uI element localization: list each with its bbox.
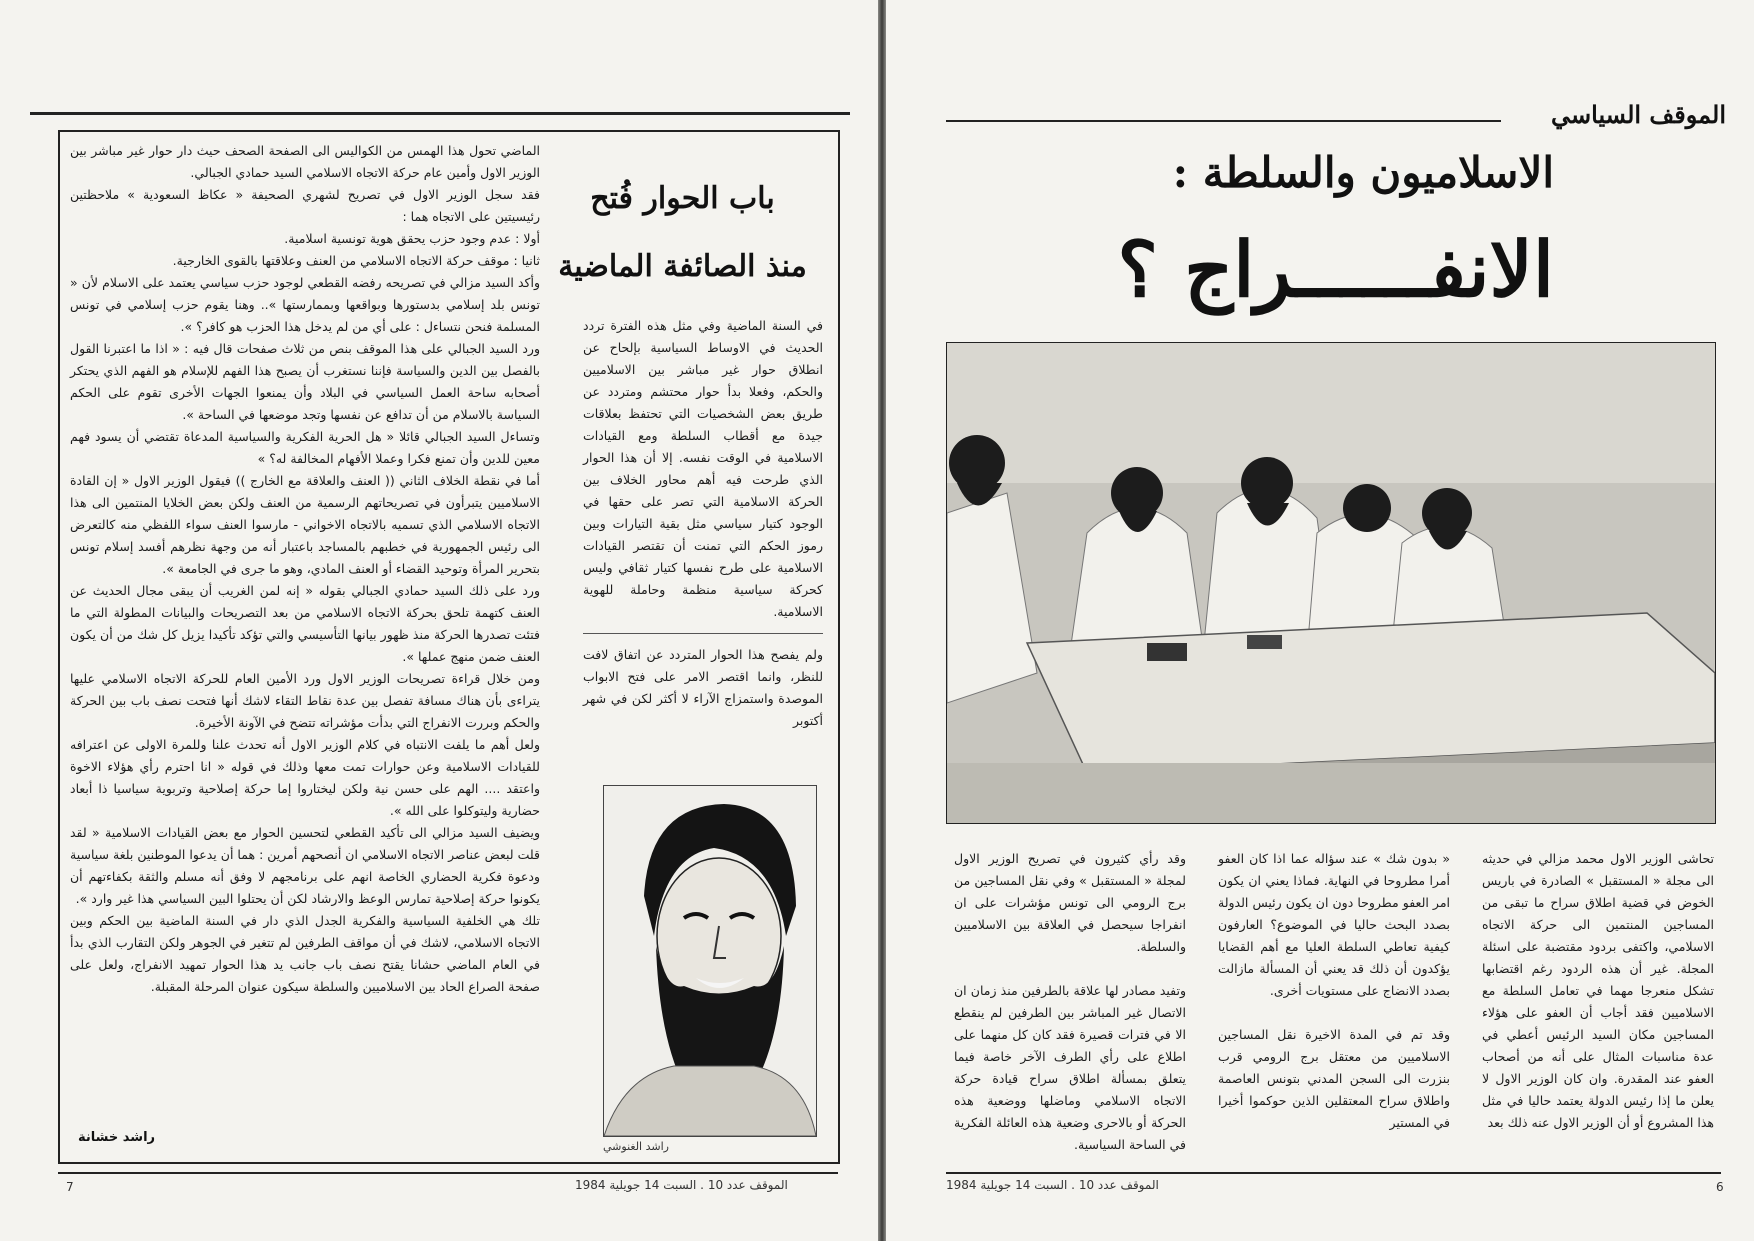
headline-line-1: باب الحوار فُتح [590,181,775,216]
paragraph: ثانيا : موقف حركة الاتجاه الاسلامي من العنف وعلاقتها بالقوى الخارجية. [172,253,540,268]
main-column [70,140,540,998]
portrait-photo [603,785,817,1137]
book-gutter [878,0,886,1241]
bottom-rule [946,1172,1721,1174]
paragraph: أما في نقطة الخلاف الثاني (( العنف والعلاقة مع الخارج )) فيقول الوزير الاول « إن القادة الاسلاميين يتبرأون في تصريحاتهم الرسمية من العنف ولكن بعض الخلايا المنتمين الى هذا الاتجاه الاسلامي الذي تسميه بالاتجاه الاخواني - مارسوا العنف سواء اللفظي منه كالتعرض الى رئيس الجمهورية في خطبهم بالمساجد باعتبار أنه من وجهة نظرهم أفسد إسلام تونس بتحرير المرأة وتوحيد القضاء أو العنف المادي، وهو ما جرى في الجامعة ». [70,473,540,576]
portrait-caption: راشد الغنوشي [603,1140,669,1153]
bottom-rule [58,1172,838,1174]
paragraph: تحاشى الوزير الاول محمد مزالي في حديثه الى مجلة « المستقبل » الصادرة في باريس الخوض في قضية اطلاق سراح ما تبقى من المساجين المنتمين الى حركة الاتجاه الاسلامي، واكتفى بردود مقتضبة على اسئلة المجلة. غير أن هذه الردود رغم اقتضابها تشكل منعرجا مهما في تعامل السلطة مع الاسلاميين فقد أجاب أن العفو على هؤلاء المساجين مكان السيد الرئيس أعطي في عدة مناسبات المثال على أنه من أصحاب العفو عند المقدرة. وان كان الوزير الاول لا يعلن ما إذا رئيس الدولة يعتمد حاليا في مثل هذا المشروع أو أن الوزير الاول عنه ذلك بعد [1482,851,1714,1130]
group-photo [946,342,1716,824]
section-rule [946,120,1501,122]
paragraph: أولا : عدم وجود حزب يحقق هوية تونسية اسلامية. [284,231,540,246]
right-page [886,0,1754,1241]
article-column-3 [954,848,1186,1156]
side-column [583,315,823,732]
article-title-line-1: الاسلاميون والسلطة : [1172,148,1554,197]
column-divider [583,633,823,634]
section-label: الموقف السياسي [1551,100,1726,129]
paragraph: وتفيد مصادر لها علاقة بالطرفين منذ زمان ان الاتصال غير المباشر بين الطرفين لم ينقطع الا في فترات قصيرة فقد كان كل منهما على اطلاع على رأي الطرف الآخر خاصة فيما يتعلق بمسألة اطلاق سراح قيادة حركة الاتجاه الاسلامي وماضلها ووضعية هذه الحركة أو بالاحرى وضعية هذه العائلة الفكرية في الساحة السياسية. [954,983,1186,1152]
paragraph: وقد تم في المدة الاخيرة نقل المساجين الاسلاميين من معتقل برج الرومي قرب بنزرت الى السجن المدني بتونس العاصمة واطلاق سراح المعتقلين الذين حوكموا أخيرا في المستير [1218,1027,1450,1130]
page-footer: الموقف عدد 10 . السبت 14 جويلية 1984 [575,1178,788,1192]
paragraph: ولم يفصح هذا الحوار المتردد عن اتفاق لافت للنظر، وانما اقتصر الامر على فتح الابواب الموصدة واستمزاج الآراء لا أكثر لكن في شهر أكتوبر [583,647,823,728]
paragraph: وتساءل السيد الجبالي قائلا « هل الحرية الفكرية والسياسية المدعاة تقتضي أن يسود فهم معين للدين وأن تمنع فكرا وعملا الأفهام المخالفة له؟ » [70,429,540,466]
paragraph: في السنة الماضية وفي مثل هذه الفترة تردد الحديث في الاوساط السياسية بإلحاح عن انطلاق حوار غير مباشر بين الاسلاميين والحكم، وفعلا بدأ حوار محتشم ومتردد عن طريق بعض الشخصيات التي تحتفظ بعلاقات جيدة مع أقطاب السلطة ومع القيادات الاسلامية في الوقت نفسه. إلا أن هذا الحوار الذي طرحت فيه أهم محاور الخلاف بين الحركة الاسلامية التي تصر على حقها في الوجود كتيار سياسي مثل بقية التيارات وبين رموز الحكم التي تمنت أن تقتصر القيادات الاسلامية على طرح نفسها كتيار ثقافي وليس كحركة سياسية منظمة وحاملة للهوية الاسلامية. [583,318,823,619]
author-name: راشد خشانة [78,1130,156,1145]
paragraph: وقد رأي كثيرون في تصريح الوزير الاول لمجلة « المستقبل » وفي نقل المساجين من برج الرومي الى تونس مؤشرات على ان انفراجا سيحصل في العلاقة بين الاسلاميين والسلطة. [954,851,1186,954]
top-rule [30,112,850,115]
paragraph: الماضي تحول هذا الهمس من الكواليس الى الصفحة الصحف حيث دار حوار غير مباشر بين الوزير الاول وأمين عام حركة الاتجاه الاسلامي السيد حمادي الجبالي. [70,143,540,180]
headline-line-2: منذ الصائفة الماضية [558,249,807,284]
portrait-illustration [604,786,816,1136]
group-photo-illustration [947,343,1715,823]
paragraph: ويضيف السيد مزالي الى تأكيد القطعي لتحسين الحوار مع بعض القيادات الاسلامية « لقد قلت لبعض عناصر الاتجاه الاسلامي ان أنصحهم أمرين : هما أن يدعوا الموطنين بلغة سياسية ودعوة فكرية الحضاري الخاصة انهم على برنامجهم لا وفق أنه مسلم والثقة بكفاءتهم أن يكونوا حركة إصلاحية تمارس الوعظ والارشاد لكن أن يحتلوا البين السياسي هذا غير وارد ». [70,825,540,906]
paragraph: ولعل أهم ما يلفت الانتباه في كلام الوزير الاول أنه تحدث علنا وللمرة الاولى عن اعترافه للقيادات الاسلامية وعن حوارات تمت معها وذلك في قوله « انا احترم رأي هؤلاء الاخوة واعتقد .... الهم على حسن نية ولكن ليختاروا إما حركة إصلاحية وتربوية سياسيا ذا أبعاد حضارية وليتوكلوا على الله ». [70,737,540,818]
article-title-line-2: الانفــــــراج ؟ [1117,225,1554,314]
paragraph: فقد سجل الوزير الاول في تصريح لشهري الصحيفة « عكاظ السعودية » ملاحظتين رئيسيتين على الاتجاه هما : [70,187,540,224]
paragraph: تلك هي الخلفية السياسية والفكرية الجدل الذي دار في السنة الماضية بين الحكم وبين الاتجاه الاسلامي، لاشك في أن مواقف الطرفين لم تتغير في الجوهر ولكن التقارب الذي بدأ في العام الماضي حشانا يقتح نصف باب جانب يد هذا الحوار تمهيد الانفراج، ولعل على صفحة الصراع الحاد بين الاسلاميين والسلطة سيكون عنوان المرحلة المقبلة. [70,913,540,994]
paragraph: « بدون شك » عند سؤاله عما اذا كان العفو أمرا مطروحا في النهاية. فماذا يعني ان يكون امر العفو مطروحا دون ان يكون رئيس الدولة بصدد البحث حاليا في الموضوع؟ العارفون كيفية تعاطي السلطة العليا مع أهم القضايا يؤكدون أن ذلك قد يعني أن المسألة مازالت بصدد الانضاج على مستويات أخرى. [1218,851,1450,998]
article-column-1 [1482,848,1714,1134]
paragraph: ورد على ذلك السيد حمادي الجبالي بقوله « إنه لمن الغريب أن يبقى مجال الحديث عن العنف كتهمة تلحق بحركة الاتجاه الاسلامي من بعد التصريحات والبيانات المطولة التي ما فتئت تصدرها الحركة منذ ظهور بيانها التأسيسي والتي تؤكد تأكيدا يزيل كل شك من أن يكون العنف ضمن منهج عملها ». [70,583,540,664]
page-number: 7 [66,1180,74,1194]
paragraph: ومن خلال قراءة تصريحات الوزير الاول ورد الأمين العام للحركة الاتجاه الاسلامي عليها يتراءى بأن هناك مسافة تفصل بين عدة نقاط التقاء لاشك أنها فتحت نصف باب بين الحركة والحكم وبررت الانفراج التي بدأت مؤشراته تتضح في الآونة الأخيرة. [70,671,540,730]
article-headline [535,165,830,301]
paragraph: ورد السيد الجبالي على هذا الموقف بنص من ثلاث صفحات قال فيه : « اذا ما اعتبرنا القول بالفصل بين الدين والسياسة فإننا نستغرب أن يصبح هذا الفهم للإسلام هو الفهم الذي يحتكر أصحابه ساحة العمل السياسي في البلاد وأن يمنعوا الجهات الأخرى تقوم على الحكم السياسة بالاسلام من أن تدافع عن نفسها وتجد موضعها في الساحة ». [70,341,540,422]
paragraph: وأكد السيد مزالي في تصريحه رفضه القطعي لوجود حزب سياسي يعتمد على الاسلام لأن « تونس بلد إسلامي بدستورها وبواقعها وبممارستها ».. وهنا يقوم حزب إسلامي في تونس المسلمة فنحن نتساءل : على أي من لم يدخل هذا الحزب هو كافر؟ ». [70,275,540,334]
page-footer: الموقف عدد 10 . السبت 14 جويلية 1984 [946,1178,1159,1192]
article-column-2 [1218,848,1450,1134]
page-number: 6 [1716,1180,1724,1194]
